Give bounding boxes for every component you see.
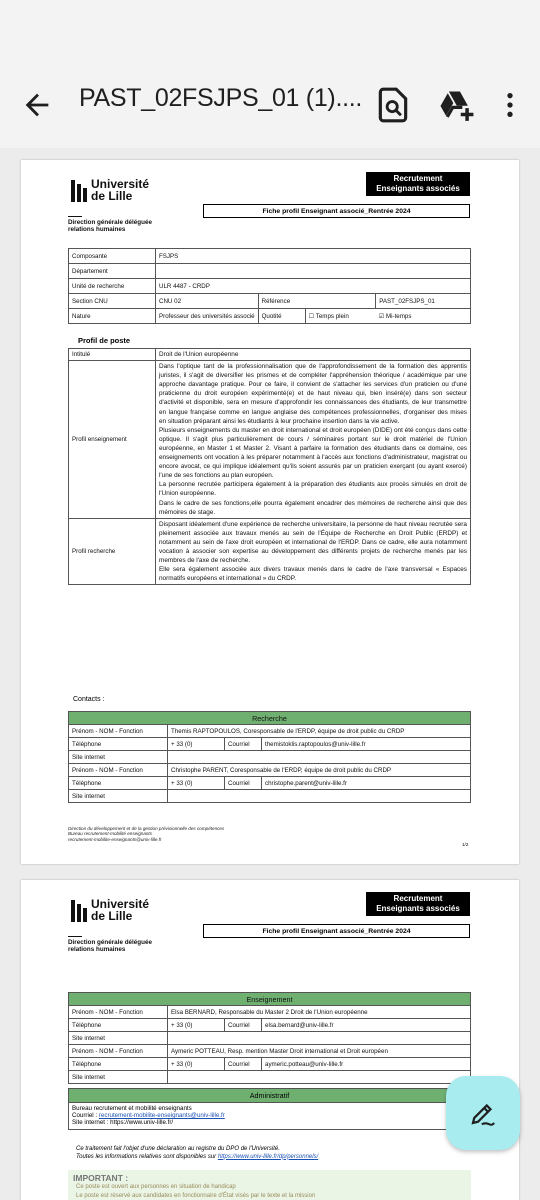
admin-box: Administratif Bureau recrutement et mobilité enseignants Courriel : recrutement-mobilite-enseignants@univ-lille.fr Site internet : https://www.univ-lille.fr/: [68, 1088, 471, 1130]
fiche-title: Fiche profil Enseignant associé_Rentrée 2024: [203, 924, 470, 938]
page-footer: Direction du développement et de la gestion prévisionnelle des compétences Bureau recrutement-mobilité enseignants recrutement-mobilite-enseignants@univ-lille.fr: [68, 826, 225, 842]
pdf-page-2: [21, 880, 519, 1200]
recruitment-banner: Recrutement Enseignants associés: [366, 892, 470, 916]
arrow-back-icon[interactable]: [20, 88, 54, 122]
dpo-notice: Ce traitement fait l'objet d'une déclaration au registre du DPO de l'Université. Toutes les informations relatives sont disponibles sur https://www.univ-lille.fr/dp/personnels/: [76, 1146, 319, 1160]
add-to-drive-icon[interactable]: [437, 86, 475, 124]
contacts-recherche-table: Recherche Prénom - NOM - Fonction Themis RAPTOPOULOS, Coresponsable de l'ERDP, équipe de droit public du CRDP Téléphone + 33 (0) Courriel themistoklis.raptopoulos@univ-lille.fr Site internet Prénom - NOM - Fonction Christophe PARENT, Coresponsable de l'ERDP, équipe de droit public du CRDP Téléphone + 33 (0) Courriel christophe.parent@univ-lille.fr Site internet: [68, 711, 471, 803]
app-bar: [0, 60, 540, 148]
dpo-link[interactable]: https://www.univ-lille.fr/dp/personnels/: [217, 1153, 319, 1160]
edit-pen-icon: [468, 1098, 498, 1128]
pdf-viewer[interactable]: [0, 148, 540, 1200]
page-number: 1/2: [462, 842, 469, 847]
contacts-enseignement-table: Enseignement Prénom - NOM - Fonction Elsa BERNARD, Responsable du Master 2 Droit de l'Union européenne Téléphone + 33 (0) Courriel elsa.bernard@univ-lille.fr Site internet Prénom - NOM - Fonction Aymeric POTTEAU, Resp. mention Master Droit international et Droit européen Téléphone + 33 (0) Courriel aymeric.potteau@univ-lille.fr Site internet: [68, 992, 471, 1084]
profil-title: Profil de poste: [78, 336, 131, 345]
department-label: Direction générale déléguée relations humaines: [68, 216, 152, 233]
university-logo: Université de Lille: [71, 898, 149, 922]
profil-table: Intitulé Droit de l'Union européenne Profil enseignement Dans l'optique tant de la professionnalisation que de l'approfondissement de la formation des apprentis juristes, il s'agit de diversifier les prismes et de compléter l'appréhension théorique / académique par une approche davantage pratique. Pour ce faire, il convient de s'attacher les services d'un praticien ou d'une praticienne du droit européen expérimenté(e) et de haut niveau qui, bien inséré(e) dans son secteur d'activité et disponible, sera en mesure d'approfondir les connaissances des étudiants, de leur transmettre en langue française comme en langue anglaise des compétences professionnelles, d'organiser des mises en situation préparant ainsi les étudiants à leur prochaine insertion dans la vie active. Plusieurs enseignements du master en droit international et droit européen (DIDE) ont été conçus dans cette optique. Il s'agit plus particulièrement de cours / séminaires portant sur le droit matériel de l'Union européenne, en Master 1 et Master 2. Visant à parfaire la formation des étudiants dans ce domaine, ces enseignements ont vocation à les préparer notamment à l'accès aux fonctions d'administrateur, magistrat ou encore avocat, ce qui implique idéalement qu'ils soient assurés par un praticien exerçant (ou ayant exercé) l'une de ses fonctions au plan européen. La personne recrutée participera également à la préparation des étudiants aux procès simulés en droit de l'Union européenne. Dans le cadre de ses fonctions,elle pourra également encadrer des mémoires de recherche ainsi que des mémoires de stage. Profil recherche Disposant idéalement d'une expérience de recherche universitaire, la personne de haut niveau recrutée sera pleinement associée aux travaux menés au sein de l'Équipe de Recherche en Droit Public (ERDP) et notamment au sein de l'axe droit européen et international de l'ERDP. Dans ce cadre, elle aura notamment vocation à associer son expertise au développement des différents projets de recherche menés par les membres de l'axe de recherche. Elle sera également associée aux divers travaux menés dans le cadre de l'axe transversal « Espaces normatifs européens et international » du CRDP.: [68, 348, 471, 585]
recruitment-banner: Recrutement Enseignants associés: [366, 172, 470, 196]
department-label: Direction générale déléguée relations humaines: [68, 936, 152, 953]
fiche-title: Fiche profil Enseignant associé_Rentrée 2024: [203, 204, 470, 218]
university-logo: Université de Lille: [71, 178, 149, 202]
edit-fab[interactable]: [446, 1076, 520, 1150]
document-title: PAST_02FSJPS_01 (1)....: [79, 84, 363, 112]
pdf-page-1: [21, 160, 519, 864]
search-document-icon[interactable]: [374, 86, 412, 124]
status-bar: [0, 0, 540, 60]
contacts-title: Contacts :: [73, 696, 105, 703]
important-box: IMPORTANT : Ce poste est ouvert aux personnes en situation de handicap Le poste est réservé aux candidates en fonctionnaire d'État visés par le texte et la mission: [68, 1170, 471, 1200]
admin-email-link[interactable]: recrutement-mobilite-enseignants@univ-lille.fr: [98, 1112, 225, 1120]
info-table: Composante FSJPS Département Unité de recherche ULR 4487 - CRDP Section CNU CNU 02 Référence PAST_02FSJPS_01 Nature Professeur des universités associé Quotité ☐ Temps plein ☑ Mi-temps: [68, 248, 471, 324]
more-vert-icon[interactable]: [494, 86, 526, 124]
